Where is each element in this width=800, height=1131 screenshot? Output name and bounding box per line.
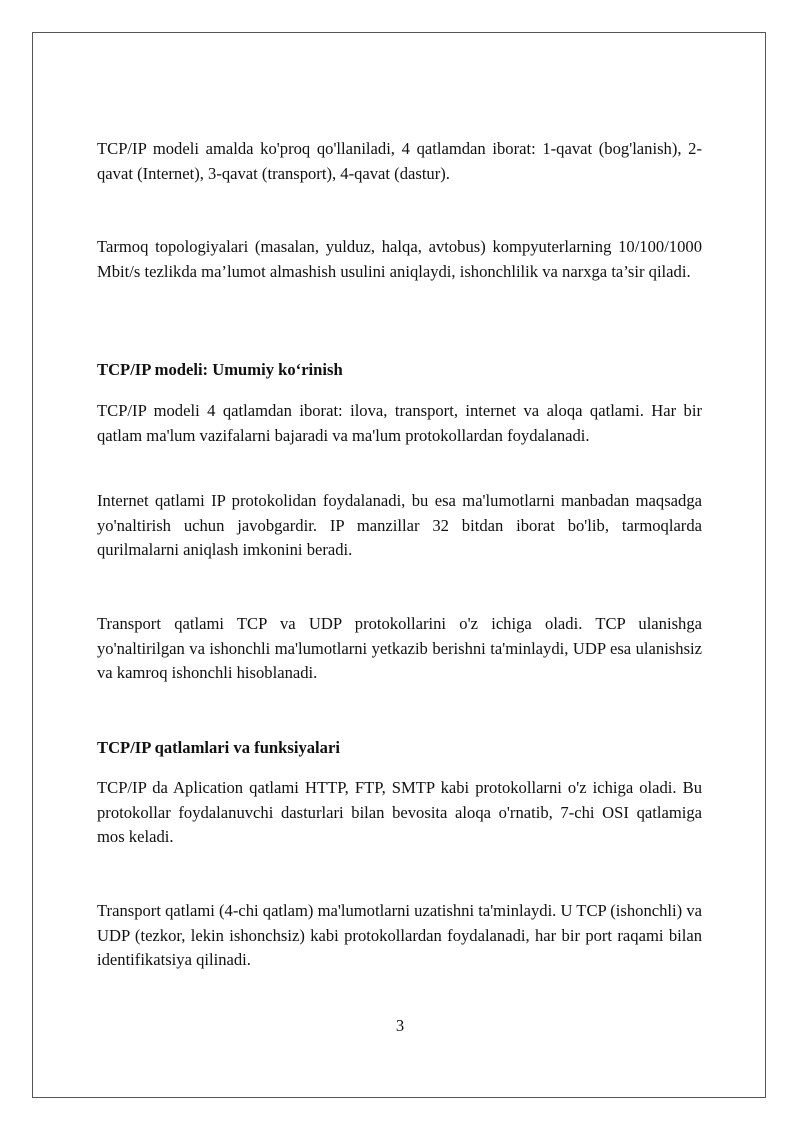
paragraph-tcpip-layers: TCP/IP modeli 4 qatlamdan iborat: ilova, transport, internet va aloqa qatlami. Har bir qatlam ma'lum vazifalarni bajaradi va ma'lum protokollardan foydalanadi. (97, 401, 702, 445)
paragraph-internet-layer: Internet qatlami IP protokolidan foydalanadi, bu esa ma'lumotlarni manbadan maqsadga yo'naltirish uchun javobgardir. IP manzillar 32 bitdan iborat bo'lib, tarmoqlarda qurilmalarni aniqlash imkonini beradi. (97, 491, 702, 559)
paragraph-tcpip-usage: TCP/IP modeli amalda ko'proq qo'llaniladi, 4 qatlamdan iborat: 1-qavat (bog'lanish), 2-qavat (Internet), 3-qavat (transport), 4-qavat (dastur). (97, 139, 702, 183)
heading-tcpip-overview: TCP/IP modeli: Umumiy ko‘rinish (97, 360, 343, 379)
paragraph-network-topologies: Tarmoq topologiyalari (masalan, yulduz, halqa, avtobus) kompyuterlarning 10/100/1000 Mbit/s tezlikda ma’lumot almashish usulini aniqlaydi, ishonchlilik va narxga ta’sir qiladi. (97, 237, 702, 281)
page-number: 3 (395, 1016, 405, 1035)
heading-tcpip-layers-functions: TCP/IP qatlamlari va funksiyalari (97, 738, 340, 757)
paragraph-transport-layer-4: Transport qatlami (4-chi qatlam) ma'lumotlarni uzatishni ta'minlaydi. U TCP (ishonchli) va UDP (tezkor, lekin ishonchsiz) kabi protokollardan foydalanadi, har bir port raqami bilan identifikatsiya qilinadi. (97, 901, 702, 969)
paragraph-transport-layer: Transport qatlami TCP va UDP protokollarini o'z ichiga oladi. TCP ulanishga yo'naltirilgan va ishonchli ma'lumotlarni yetkazib berishni ta'minlaydi, UDP esa ulanishsiz va kamroq ishonchli hisoblanadi. (97, 614, 702, 682)
paragraph-application-layer: TCP/IP da Aplication qatlami HTTP, FTP, SMTP kabi protokollarni o'z ichiga oladi. Bu protokollar foydalanuvchi dasturlari bilan bevosita aloqa o'rnatib, 7-chi OSI qatlamiga mos keladi. (97, 778, 702, 846)
